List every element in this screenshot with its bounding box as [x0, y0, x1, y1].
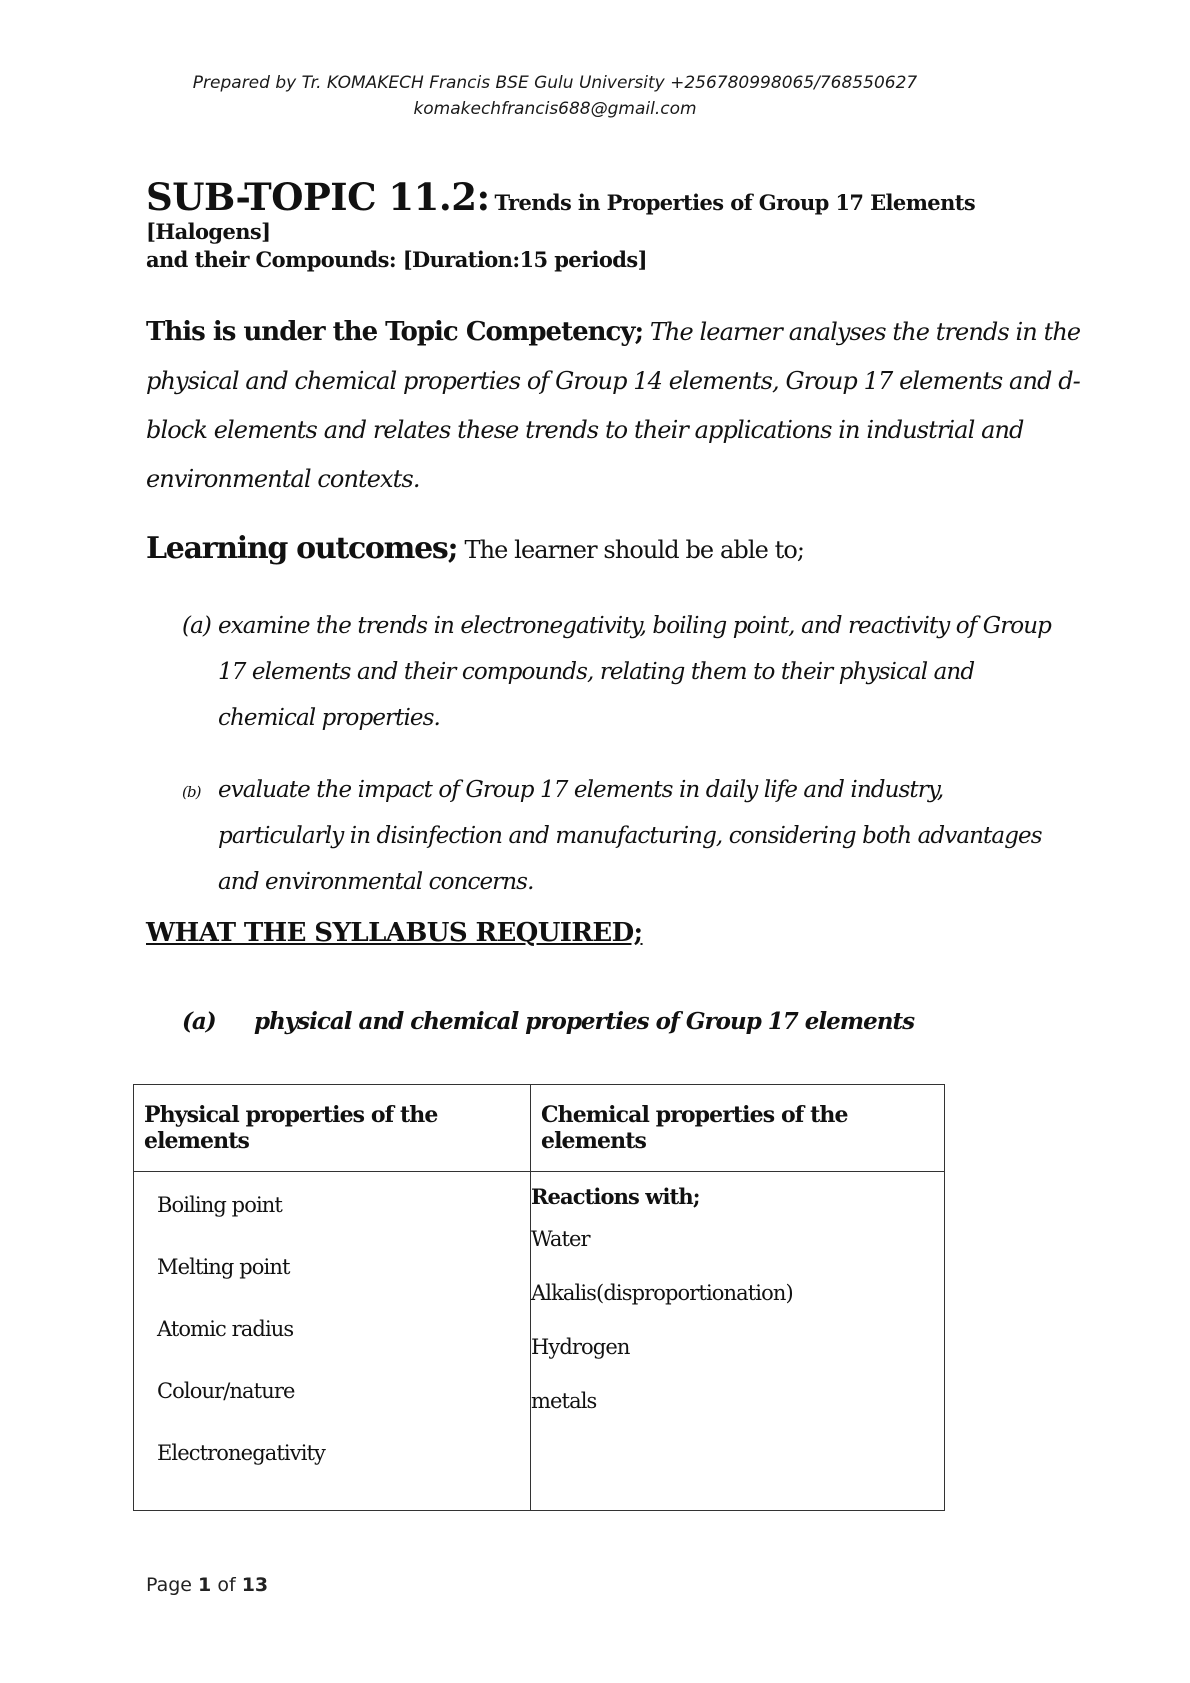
list-item: Alkalis(disproportionation): [531, 1281, 793, 1305]
page-total: 13: [241, 1574, 269, 1596]
outcome-marker: (a): [182, 613, 211, 639]
list-item: Electronegativity: [157, 1441, 326, 1465]
outcome-text: examine the trends in electronegativity, boiling point, and reactivity of Group 17 elements and their compounds, relating them to their physical and chemical properties.: [218, 613, 1051, 731]
list-item: Boiling point: [157, 1193, 282, 1217]
chemical-list: [531, 1212, 944, 1438]
chemical-header: Chemical properties of the elements: [531, 1085, 945, 1172]
outcome-item: [182, 603, 1062, 741]
list-item: Water: [531, 1227, 590, 1251]
page-footer: [146, 1574, 268, 1596]
list-item: Atomic radius: [157, 1317, 294, 1341]
competency-paragraph: [146, 308, 1086, 504]
outcome-marker: (b): [182, 783, 201, 801]
physical-header: Physical properties of the elements: [134, 1085, 531, 1172]
competency-body: The learner analyses the trends in the physical and chemical properties of Group 14 elements, Group 17 elements and d-block elements and relates these trends to their applications in industrial and environmental contexts.: [146, 318, 1081, 493]
learning-outcomes-heading: [146, 531, 804, 566]
page-word: Page: [146, 1574, 192, 1596]
outcome-text: evaluate the impact of Group 17 elements in daily life and industry, particularly in disinfection and manufacturing, considering both advantages and environmental concerns.: [218, 777, 1042, 895]
chemical-title: Reactions with;: [531, 1184, 700, 1209]
page-number: 1: [198, 1574, 212, 1596]
outcomes-lead: Learning outcomes;: [146, 531, 458, 566]
outcomes-intro: The learner should be able to;: [464, 536, 805, 564]
table-row: [134, 1172, 945, 1511]
properties-table: [133, 1084, 945, 1511]
chemical-cell: [531, 1172, 945, 1511]
subtopic-title-part2: and their Compounds: [Duration:15 periods]: [146, 247, 647, 272]
list-item: Melting point: [157, 1255, 290, 1279]
subtopic-title: [146, 175, 1076, 244]
list-item: metals: [531, 1389, 597, 1413]
physical-list: [134, 1172, 530, 1498]
syllabus-sub-title: physical and chemical properties of Group 17 elements: [254, 1008, 915, 1035]
list-item: Hydrogen: [531, 1335, 630, 1359]
header-email-line: komakechfrancis688@gmail.com: [413, 99, 697, 119]
syllabus-subheading: [182, 1008, 914, 1035]
subtopic-title-part1: Trends in Properties of Group 17 Elements [Halogens]: [146, 190, 976, 244]
list-item: Colour/nature: [157, 1379, 295, 1403]
competency-lead: This is under the Topic Competency;: [146, 317, 644, 347]
header-author-line: Prepared by Tr. KOMAKECH Francis BSE Gulu University +256780998065/768550627: [192, 73, 918, 93]
physical-cell: [134, 1172, 531, 1511]
of-word: of: [217, 1574, 236, 1596]
outcome-item: [182, 767, 1062, 905]
subtopic-label: SUB-TOPIC 11.2:: [146, 175, 490, 219]
table-header-row: [134, 1085, 945, 1172]
syllabus-sub-marker: (a): [182, 1008, 216, 1035]
syllabus-heading: WHAT THE SYLLABUS REQUIRED;: [146, 918, 643, 948]
page-header: [0, 70, 1110, 122]
